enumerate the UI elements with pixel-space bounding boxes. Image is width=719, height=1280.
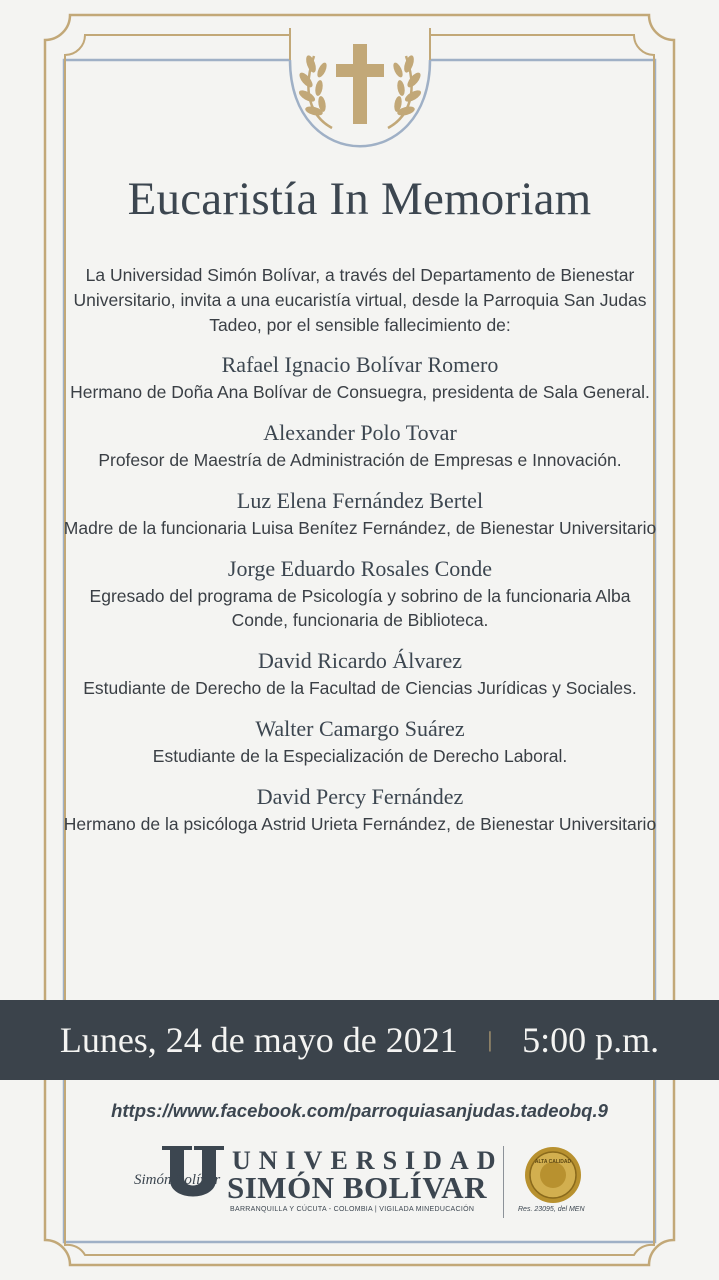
- list-item: [60, 418, 660, 472]
- event-separator: |: [487, 1027, 493, 1052]
- person-description: Estudiante de Derecho de la Facultad de Ciencias Jurídicas y Sociales.: [83, 678, 637, 698]
- university-logo-icon: [132, 1144, 224, 1208]
- person-description: Estudiante de la Especialización de Derecho Laboral.: [152, 746, 568, 766]
- logo-line-2: SIMÓN BOLÍVAR: [227, 1170, 488, 1205]
- person-name: Luz Elena Fernández Bertel: [236, 488, 484, 513]
- facebook-link[interactable]: https://www.facebook.com/parroquiasanjudas.tadeobq.9: [111, 1100, 608, 1121]
- person-description: Egresado del programa de Psicología y sobrino de la funcionaria Alba Conde, funcionaria de Biblioteca.: [89, 586, 631, 630]
- page-title: Eucaristía In Memoriam: [127, 173, 592, 225]
- person-description: Madre de la funcionaria Luisa Benítez Fernández, de Bienestar Universitario: [63, 518, 657, 538]
- person-description: Profesor de Maestría de Administración de Empresas e Innovación.: [98, 450, 622, 470]
- logo-line-1: UNIVERSIDAD: [232, 1146, 504, 1175]
- person-name: Walter Camargo Suárez: [255, 716, 465, 741]
- people-list: [60, 350, 660, 850]
- intro-text: La Universidad Simón Bolívar, a través del Departamento de Bienestar Universitario, invita a una eucaristía virtual, desde la Parroquia San Judas Tadeo, por el sensible fallecimiento de:: [73, 265, 647, 335]
- person-name: David Ricardo Álvarez: [257, 648, 463, 673]
- list-item: [60, 486, 660, 540]
- list-item: [60, 782, 660, 836]
- event-date: Lunes, 24 de mayo de 2021: [59, 1020, 458, 1060]
- event-details: [0, 1000, 719, 1080]
- list-item: [60, 350, 660, 404]
- person-name: Rafael Ignacio Bolívar Romero: [221, 352, 499, 377]
- logo-monogram: Simón Bolívar: [134, 1172, 221, 1188]
- seal-caption: Res. 23095, del MEN: [518, 1206, 585, 1213]
- event-time: 5:00 p.m.: [522, 1020, 660, 1060]
- person-description: Hermano de Doña Ana Bolívar de Consuegra, presidenta de Sala General.: [70, 382, 650, 402]
- list-item: [60, 714, 660, 768]
- logo-subtitle: BARRANQUILLA Y CÚCUTA - COLOMBIA | VIGILADA MINEDUCACIÓN: [230, 1206, 475, 1213]
- person-name: David Percy Fernández: [256, 784, 464, 809]
- cross-icon: [336, 44, 384, 124]
- person-name: Alexander Polo Tovar: [263, 420, 457, 445]
- quality-seal-icon: [524, 1146, 582, 1204]
- person-name: Jorge Eduardo Rosales Conde: [227, 556, 493, 581]
- person-description: Hermano de la psicóloga Astrid Urieta Fernández, de Bienestar Universitario: [63, 814, 657, 834]
- list-item: [60, 554, 660, 632]
- footer-divider: [503, 1146, 504, 1218]
- seal-label: ALTA CALIDAD: [534, 1159, 572, 1165]
- list-item: [60, 646, 660, 700]
